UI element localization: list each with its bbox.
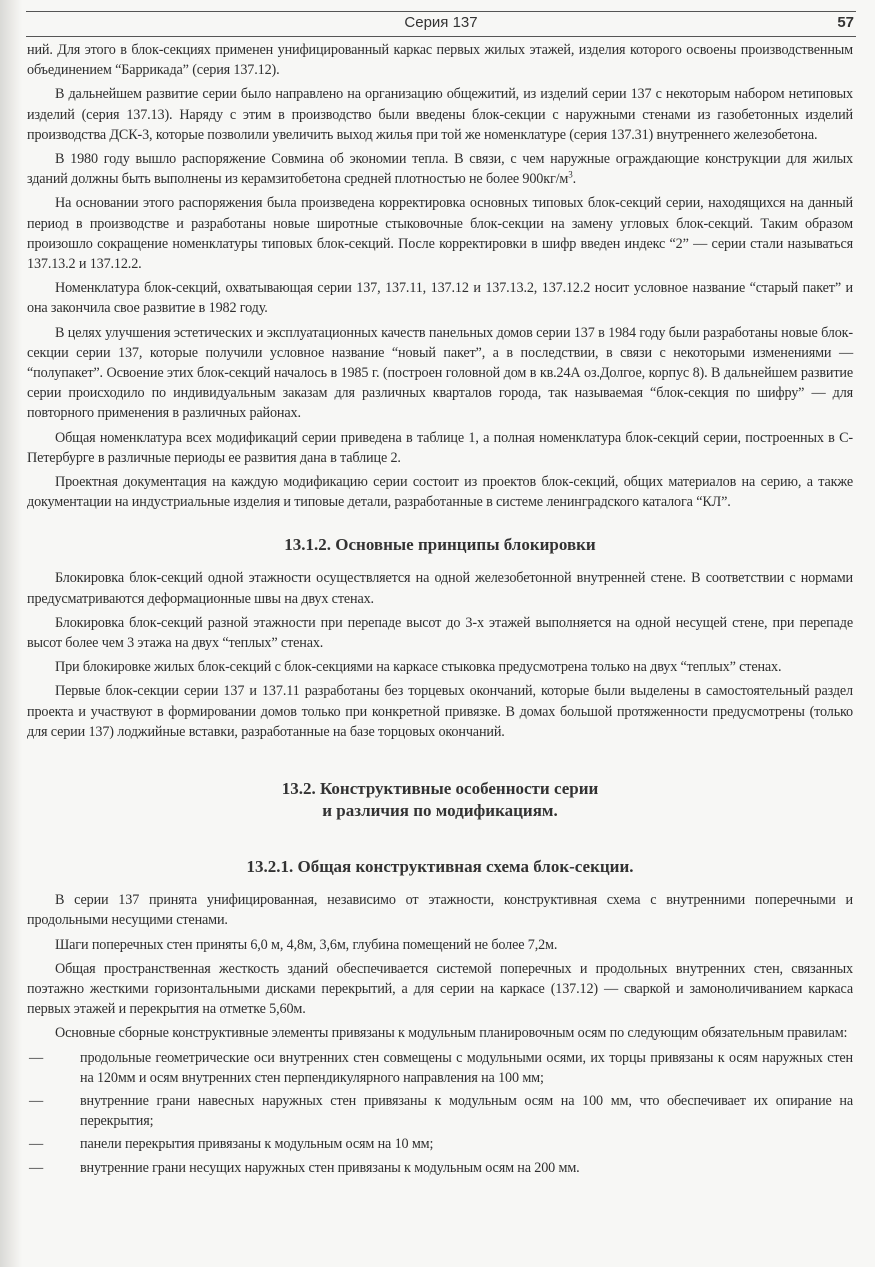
paragraph: Номенклатура блок-секций, охватывающая серии 137, 137.11, 137.12 и 137.13.2, 137.12.2 носит условное название “старый пакет” и она закончила свое развитие в 1982 году.	[27, 280, 853, 317]
page-number: 57	[837, 14, 854, 31]
page-gutter-shadow	[0, 0, 22, 1267]
paragraph: Проектная документация на каждую модификацию серии состоит из проектов блок-секций, общих материалов на серию, а также документации на индустриальные изделия и типовые детали, разработанные в системе ленинградского каталога “КЛ”.	[27, 474, 853, 511]
paragraph-text: В 1980 году вышло распоряжение Совмина об экономии тепла. В связи, с чем наружные ограждающие конструкции для жилых зданий должны быть выполнены из керамзитобетона средней плотностью не более 900кг/м	[27, 151, 853, 188]
list-item	[27, 1091, 853, 1131]
section-heading-13-2	[27, 778, 853, 822]
dash-bullet: —	[29, 1159, 44, 1176]
paragraph: При блокировке жилых блок-секций с блок-секциями на каркасе стыковка предусмотрена только на двух “теплых” стенах.	[55, 659, 782, 676]
paragraph: Первые блок-секции серии 137 и 137.11 разработаны без торцевых окончаний, которые были выделены в самостоятельный раздел проекта и участвуют в формировании домов только при конкретной привязке. В домах большой протяженности предусмотрены (только для серии 137) лоджийные вставки, разработанные на базе торцовых окончаний.	[27, 683, 853, 740]
heading-line: и различия по модификациям.	[322, 801, 558, 821]
dash-bullet: —	[29, 1136, 44, 1153]
paragraph: Общая номенклатура всех модификаций серии приведена в таблице 1, а полная номенклатура блок-секций серии, построенных в С-Петербурге в различные периоды ее развития дана в таблице 2.	[27, 429, 853, 466]
paragraph: ний. Для этого в блок-секциях применен унифицированный каркас первых жилых этажей, изделия которого освоены производственным объединением “Баррикада” (серия 137.12).	[27, 42, 853, 79]
paragraph: В серии 137 принята унифицированная, независимо от этажности, конструктивная схема с внутренними поперечными и продольными несущими стенами.	[27, 892, 853, 929]
running-header	[26, 11, 856, 37]
heading-line: 13.2. Конструктивные особенности серии	[281, 779, 599, 799]
paragraph: Блокировка блок-секций разной этажности при перепаде высот до 3-х этажей выполняется на одной несущей стене, при перепаде высот более чем 3 этажа на двух “теплых” стенах.	[27, 614, 853, 652]
paragraph: Шаги поперечных стен приняты 6,0 м, 4,8м, 3,6м, глубина помещений не более 7,2м.	[55, 936, 558, 953]
paragraph: Общая пространственная жесткость зданий обеспечивается системой поперечных и продольных внутренних стен, связанных поэтажно жесткими горизонтальными дисками перекрытий, а для серии на каркасе (137.12) — сваркой и замоноличиванием каркаса первых этажей и перекрытия на отметке 5,60м.	[27, 960, 853, 1018]
superscript: 3	[568, 169, 573, 180]
section-heading-13-1-2: 13.1.2. Основные принципы блокировки	[284, 535, 596, 555]
section-heading-13-2-1: 13.2.1. Общая конструктивная схема блок-секции.	[246, 857, 634, 877]
list-item	[27, 1048, 853, 1088]
paragraph: В 1980 году вышло распоряжение Совмина об экономии тепла. В связи, с чем наружные ограждающие конструкции для жилых зданий должны быть выполнены из керамзитобетона средней плотностью не более $900кг/м^3$.	[27, 151, 853, 188]
rules-list	[27, 1048, 853, 1178]
dash-bullet: —	[29, 1092, 44, 1109]
paragraph: Основные сборные конструктивные элементы привязаны к модульным планировочным осям по следующим обязательным правилам:	[55, 1025, 848, 1042]
dash-bullet: —	[29, 1049, 44, 1066]
list-item	[27, 1158, 853, 1178]
running-title: Серия 137	[404, 14, 478, 31]
list-item	[27, 1134, 853, 1154]
paragraph: На основании этого распоряжения была произведена корректировка основных типовых блок-секций серии, находящихся на данный период в производстве и разработаны новые широтные стыковочные блок-секции на замену угловых блок-секций. Таким образом произошло сокращение номенклатуры типовых блок-секций. После корректировки в шифр введен индекс “2” — серии стали называться 137.13.2 и 137.12.2.	[27, 195, 853, 273]
paragraph: Блокировка блок-секций одной этажности осуществляется на одной железобетонной внутренней стене. В соответствии с нормами предусматриваются деформационные швы на двух стенах.	[27, 570, 853, 607]
page-content	[27, 40, 853, 1181]
list-item-text: внутренние грани несущих наружных стен привязаны к модульным осям на 200 мм.	[80, 1159, 580, 1176]
list-item-text: продольные геометрические оси внутренних стен совмещены с модульными осями, их торцы привязаны к осям наружных стен на 120мм и осям внутренних стен перпендикулярного направления на 100 мм;	[80, 1049, 853, 1086]
paragraph: В дальнейшем развитие серии было направлено на организацию общежитий, из изделий серии 137 с некоторым набором нетиповых изделий (серия 137.13). Наряду с этим в производство были введены блок-секции с наружными стенами из газобетонных изделий производства ДСК-3, которые позволили увеличить выход жилья при той же номенклатуре (серия 137.31) внутреннего железобетона.	[27, 86, 853, 143]
list-item-text: панели перекрытия привязаны к модульным осям на 10 мм;	[80, 1136, 434, 1153]
list-item-text: внутренние грани навесных наружных стен привязаны к модульным осям на 100 мм, что обеспечивает их опирание на перекрытия;	[80, 1092, 853, 1130]
paragraph: В целях улучшения эстетических и эксплуатационных качеств панельных домов серии 137 в 1984 году были разработаны новые блок-секции серии 137, которые получили условное название “новый пакет”, а в последствии, в связи с некоторыми изменениями — “полупакет”. Освоение этих блок-секций началось в 1985 г. (построен головной дом в кв.24А оз.Долгое, корпус 8). В дальнейшем развитие серии происходило по индивидуальным заказам для различных кварталов города, так называемая “блок-секция по шифру” — для повторного применения в различных районах.	[27, 324, 853, 422]
